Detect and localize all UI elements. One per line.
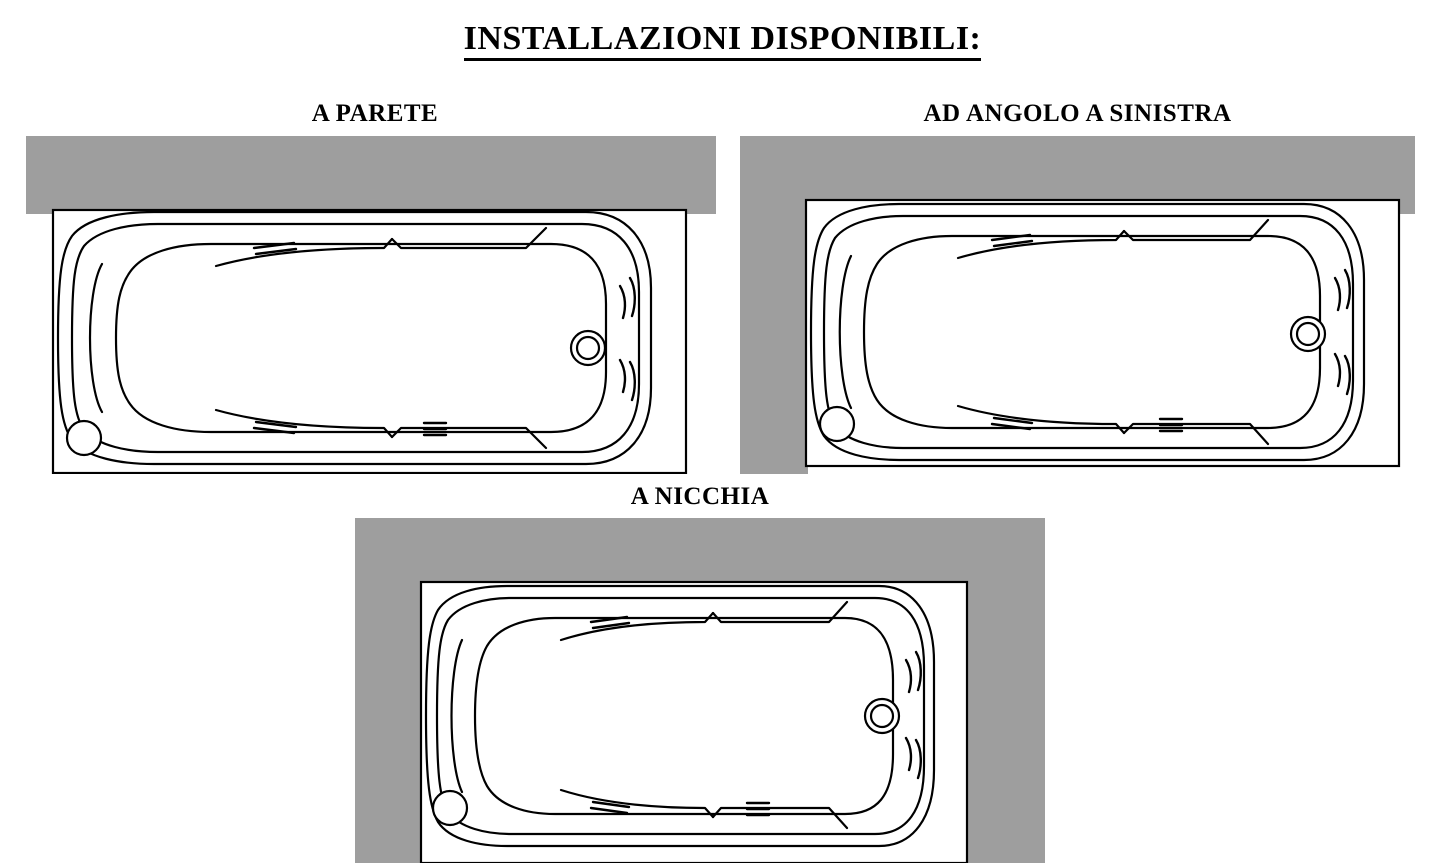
wall-left	[740, 136, 808, 474]
wall-left	[355, 518, 423, 863]
panel-a-parete	[26, 136, 716, 474]
panel-ad-angolo-a-sinistra	[740, 136, 1415, 474]
wall-right	[965, 518, 1045, 863]
panel-a-nicchia	[355, 518, 1045, 863]
wall-top	[26, 136, 716, 214]
overflow-ring-inner	[871, 705, 893, 727]
overflow-ring-inner	[1297, 323, 1319, 345]
drain-circle	[820, 407, 854, 441]
panel-caption-a-nicchia: A NICCHIA	[630, 483, 770, 510]
page-title-text: INSTALLAZIONI DISPONIBILI:	[464, 20, 982, 61]
overflow-ring-inner	[577, 337, 599, 359]
drain-circle	[67, 421, 101, 455]
panel-caption-a-parete: A PARETE	[311, 100, 439, 127]
panel-caption-ad-angolo-a-sinistra: AD ANGOLO A SINISTRA	[923, 100, 1232, 127]
drain-circle	[433, 791, 467, 825]
page-title	[0, 20, 1445, 58]
